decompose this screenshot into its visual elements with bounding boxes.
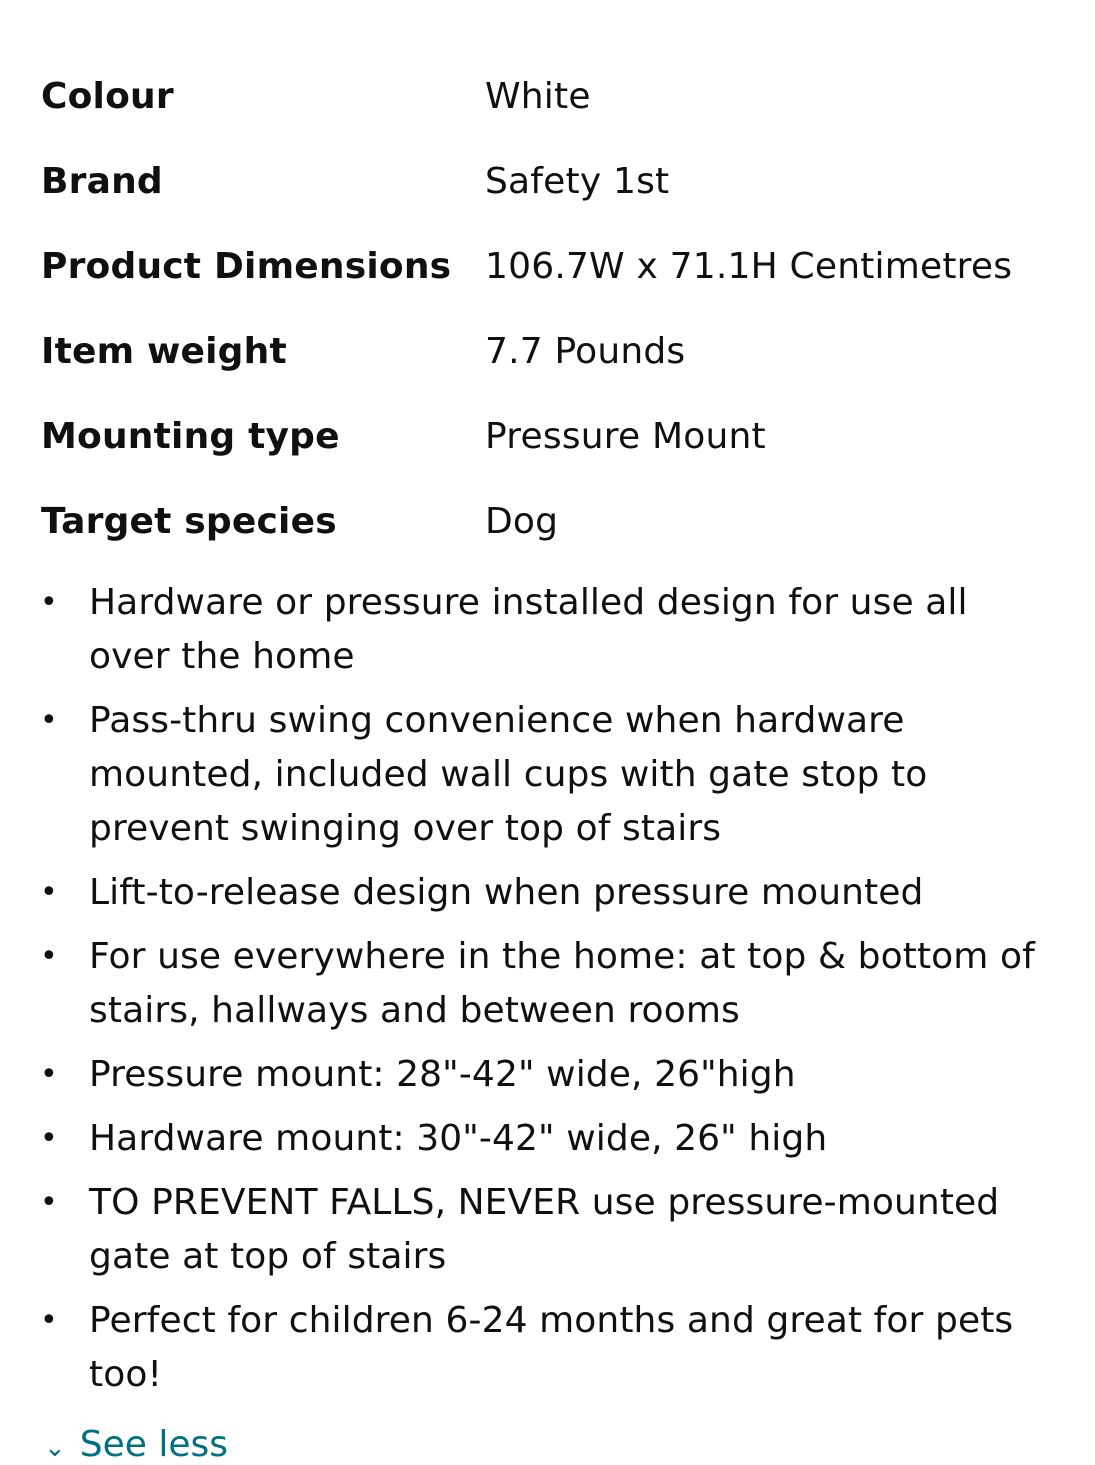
- bullet-icon: •: [40, 703, 58, 738]
- spec-label: Item weight: [41, 331, 287, 372]
- spec-value: 106.7W x 71.1H Centimetres: [485, 246, 1013, 287]
- bullet-icon: •: [40, 1185, 58, 1220]
- spec-value: 7.7 Pounds: [485, 331, 686, 372]
- list-item: [38, 1176, 1058, 1284]
- see-less-label: See less: [79, 1424, 229, 1465]
- bullet-icon: •: [40, 1121, 58, 1156]
- spec-row-target-species: [41, 479, 1051, 564]
- spec-label: Colour: [41, 76, 174, 117]
- list-item: [38, 1048, 1058, 1102]
- list-item: [38, 576, 1058, 684]
- bullet-text: TO PREVENT FALLS, NEVER use pressure-mounted gate at top of stairs: [89, 1182, 1000, 1277]
- bullet-text: Pressure mount: 28"-42" wide, 26"high: [89, 1054, 796, 1095]
- bullet-icon: •: [40, 939, 58, 974]
- spec-row-colour: [41, 54, 1051, 139]
- list-item: [38, 694, 1058, 856]
- spec-value: Pressure Mount: [485, 416, 766, 457]
- spec-label: Brand: [41, 161, 163, 202]
- spec-value: Dog: [485, 501, 559, 542]
- spec-value: White: [485, 76, 591, 117]
- bullet-icon: •: [40, 875, 58, 910]
- spec-label: Mounting type: [41, 416, 340, 457]
- list-item: [38, 866, 1058, 920]
- spec-row-item-weight: [41, 309, 1051, 394]
- spec-label: Target species: [41, 501, 337, 542]
- bullet-text: For use everywhere in the home: at top & bottom of stairs, hallways and between rooms: [89, 936, 1035, 1031]
- bullet-text: Hardware mount: 30"-42" wide, 26" high: [89, 1118, 828, 1159]
- product-specs-table: [41, 54, 1051, 564]
- bullet-text: Hardware or pressure installed design for use all over the home: [89, 582, 968, 677]
- chevron-up-icon: ⌄: [44, 1433, 66, 1463]
- feature-bullet-list: [38, 576, 1058, 1412]
- bullet-text: Perfect for children 6-24 months and great for pets too!: [89, 1300, 1014, 1395]
- spec-row-product-dimensions: [41, 224, 1051, 309]
- spec-row-mounting-type: [41, 394, 1051, 479]
- spec-row-brand: [41, 139, 1051, 224]
- spec-label: Product Dimensions: [41, 246, 452, 287]
- list-item: [38, 930, 1058, 1038]
- list-item: [38, 1112, 1058, 1166]
- see-less-link[interactable]: [44, 1424, 228, 1465]
- bullet-text: Pass-thru swing convenience when hardware mounted, included wall cups with gate stop to prevent swinging over top of stairs: [89, 700, 928, 849]
- bullet-icon: •: [40, 1057, 58, 1092]
- spec-value: Safety 1st: [485, 161, 670, 202]
- list-item: [38, 1294, 1058, 1402]
- bullet-icon: •: [40, 1303, 58, 1338]
- bullet-text: Lift-to-release design when pressure mounted: [89, 872, 924, 913]
- bullet-icon: •: [40, 585, 58, 620]
